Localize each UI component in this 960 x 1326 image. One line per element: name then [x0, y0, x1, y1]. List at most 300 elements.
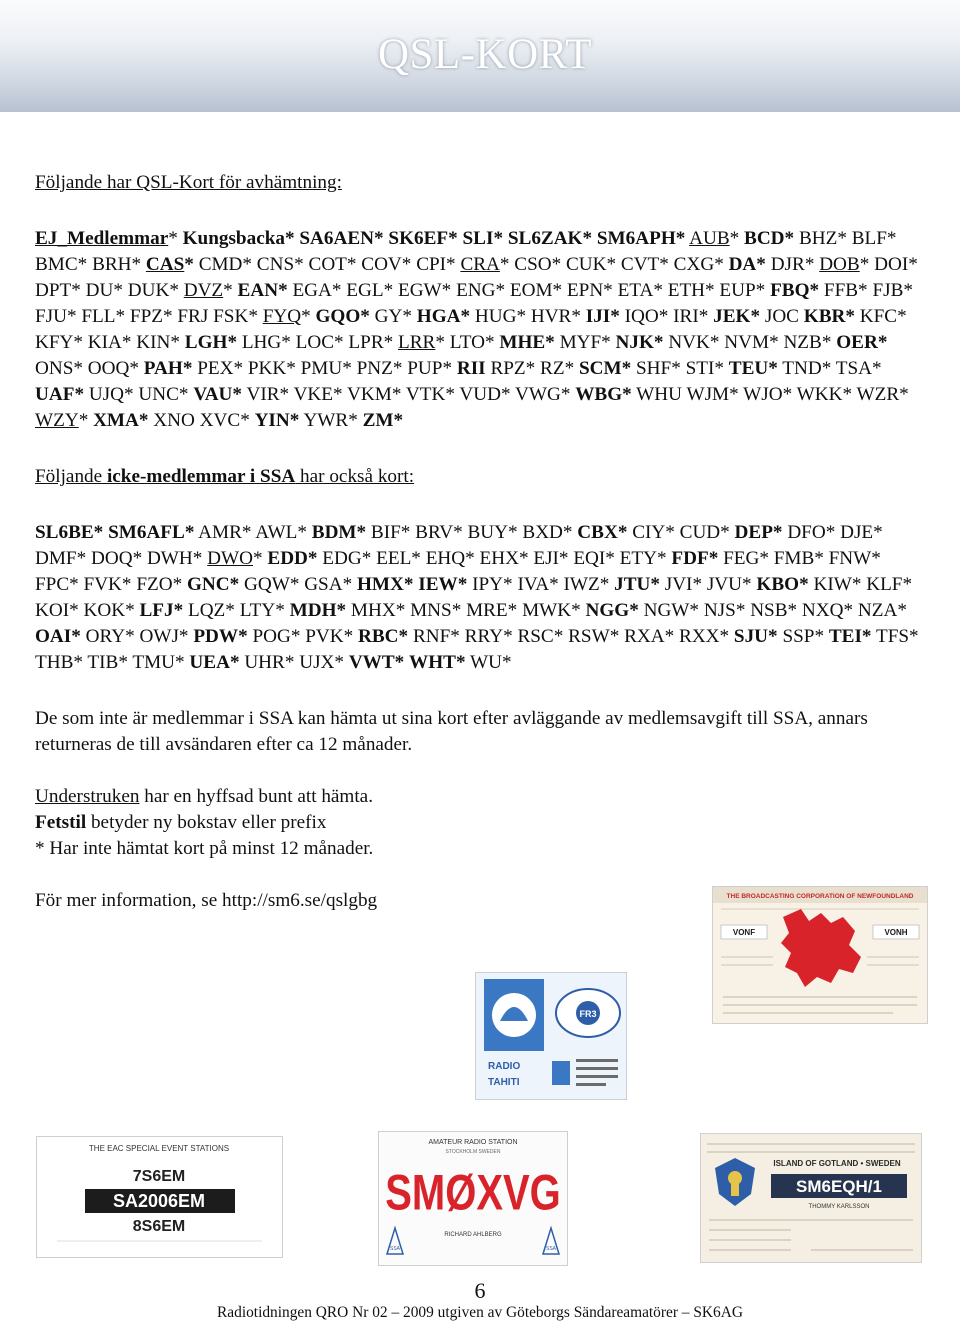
- member-callsign: NZB: [783, 332, 822, 353]
- nonmember-call: KIW*: [813, 574, 862, 595]
- nonmember-callsign: RNF: [412, 626, 451, 647]
- nonmember-callsign: CIY: [632, 522, 666, 543]
- member-call: SK6EF*: [388, 228, 458, 249]
- nonmember-callsign: CBX: [577, 522, 618, 543]
- tahiti-card-art: [476, 973, 626, 1099]
- nonmember-call: NZA*: [857, 600, 907, 621]
- member-call: NVK*: [668, 332, 720, 353]
- nonmember-callsign: RXA: [624, 626, 665, 647]
- member-callsign: VUD: [459, 384, 501, 405]
- member-call: ONS*: [35, 358, 83, 379]
- nonmember-callsign: FDF: [671, 548, 709, 569]
- member-call: [636, 384, 682, 405]
- nonmember-call: MRE*: [466, 600, 518, 621]
- nonmember-call: MDH*: [289, 600, 347, 621]
- nonmember-callsign: SJU: [733, 626, 769, 647]
- member-callsign: SHF: [636, 358, 672, 379]
- member-callsign: DVZ: [183, 280, 224, 301]
- nonmember-call: JTU*: [614, 574, 660, 595]
- nonmember-call: IWZ*: [563, 574, 610, 595]
- member-callsign: CXG: [673, 254, 715, 275]
- nonmember-callsign: NXQ: [801, 600, 844, 621]
- member-call: LGH*: [184, 332, 238, 353]
- nonmember-call: KOK*: [83, 600, 135, 621]
- nonmember-call: EEL*: [376, 548, 421, 569]
- nonmember-callsign: VWT: [348, 652, 395, 673]
- nonmember-callsign: DJE: [840, 522, 874, 543]
- member-call: VIR*: [246, 384, 290, 405]
- member-callsign: OER: [836, 332, 878, 353]
- nonmember-callsign: JVI: [664, 574, 693, 595]
- nonmember-call: KOI*: [35, 600, 79, 621]
- member-callsign: SL6ZAK: [507, 228, 583, 249]
- nonmember-callsign: RSC: [517, 626, 554, 647]
- member-call: VTK*: [405, 384, 455, 405]
- member-call: VKM*: [347, 384, 402, 405]
- nonmember-call: THB*: [35, 652, 83, 673]
- member-call: KFY*: [35, 332, 83, 353]
- member-call: CXG*: [673, 254, 724, 275]
- member-callsign: LPR: [348, 332, 384, 353]
- member-call: SCM*: [578, 358, 632, 379]
- nonmember-call: RRY*: [464, 626, 513, 647]
- member-callsign: KFY: [35, 332, 74, 353]
- member-callsign: CPI: [416, 254, 447, 275]
- member-call: NJK*: [615, 332, 664, 353]
- nonmember-call: MHX*: [350, 600, 406, 621]
- nonmember-call: BIF*: [370, 522, 411, 543]
- member-callsign: CVT: [620, 254, 660, 275]
- member-callsign: CMD: [198, 254, 243, 275]
- nonmember-call: DEP*: [734, 522, 783, 543]
- nonmember-call: NGG*: [585, 600, 639, 621]
- nonmember-call: JVI*: [664, 574, 703, 595]
- nonmember-callsign: LFJ: [139, 600, 174, 621]
- nonmember-callsign: TMU: [132, 652, 176, 673]
- member-callsign: HVR: [530, 306, 572, 327]
- member-callsign: DOI: [874, 254, 909, 275]
- member-call: WJO*: [743, 384, 793, 405]
- nonmember-callsign: LQZ: [187, 600, 226, 621]
- newfoundland-left-call: VONF: [732, 928, 756, 937]
- nonmember-call: SSP*: [782, 626, 825, 647]
- sm0xvg-sub: STOCKHOLM SWEDEN: [445, 1149, 501, 1155]
- member-callsign: VTK: [405, 384, 446, 405]
- nonmember-callsign: NZA: [857, 600, 898, 621]
- member-callsign: ETA: [617, 280, 654, 301]
- member-call: FSK*: [213, 306, 258, 327]
- member-callsign: OOQ: [87, 358, 130, 379]
- member-callsign: FBQ: [770, 280, 810, 301]
- member-call: FJB*: [872, 280, 913, 301]
- member-call: CSO*: [514, 254, 562, 275]
- nonmember-call: EQI*: [573, 548, 615, 569]
- member-callsign: FJB: [872, 280, 904, 301]
- member-call: FFB*: [823, 280, 868, 301]
- nonmember-callsign: RRY: [464, 626, 504, 647]
- nonmember-callsign: PDW: [193, 626, 239, 647]
- tahiti-badge: FR3: [579, 1009, 597, 1019]
- member-call: EGW*: [397, 280, 452, 301]
- nonmember-callsign: PVK: [305, 626, 344, 647]
- nonmember-call: BDM*: [311, 522, 367, 543]
- member-callsign: EPN: [566, 280, 604, 301]
- nonmember-callsign: THB: [35, 652, 74, 673]
- nonmember-callsign: NGG: [585, 600, 630, 621]
- member-call: TSA*: [835, 358, 882, 379]
- nonmember-callsign: TFS: [875, 626, 910, 647]
- nonmember-callsign: TIB: [87, 652, 119, 673]
- nonmember-callsign: WHT: [409, 652, 456, 673]
- nonmember-callsign: IWZ: [563, 574, 600, 595]
- member-callsign: WKK: [796, 384, 843, 405]
- member-call: DUK*: [127, 280, 179, 301]
- member-call: EGA*: [292, 280, 342, 301]
- nonmember-callsign: EHQ: [425, 548, 466, 569]
- member-callsign: RII: [456, 358, 486, 379]
- sm0xvg-header: AMATEUR RADIO STATION: [428, 1139, 518, 1146]
- nonmember-call-list: [35, 520, 925, 676]
- eac-call3: 8S6EM: [132, 1218, 186, 1235]
- nonmember-call: FNW*: [828, 548, 881, 569]
- newfoundland-title: THE BROADCASTING CORPORATION OF NEWFOUNDLAND: [726, 893, 914, 900]
- nonmember-call: DWO*: [207, 548, 263, 569]
- nonmember-call: UEA*: [189, 652, 240, 673]
- nonmember-callsign: BRV: [415, 522, 454, 543]
- member-call: CPI*: [416, 254, 456, 275]
- member-call: LRR*: [398, 332, 445, 353]
- nonmember-callsign: SSP: [782, 626, 815, 647]
- member-callsign: EGL: [346, 280, 384, 301]
- nonmember-call: SL6BE*: [35, 522, 104, 543]
- member-callsign: XMA: [93, 410, 139, 431]
- eac-card-art: [37, 1137, 282, 1257]
- nonmember-call: FPC*: [35, 574, 79, 595]
- member-call: IJI*: [585, 306, 620, 327]
- nonmember-call: NSB*: [750, 600, 798, 621]
- tahiti-line1: RADIO: [488, 1061, 521, 1072]
- member-call: VKE*: [293, 384, 343, 405]
- nonmember-callsign: KIW: [813, 574, 852, 595]
- member-callsign: IRI: [673, 306, 699, 327]
- main-content: [35, 170, 925, 914]
- member-callsign: WJO: [743, 384, 783, 405]
- nonmember-callsign: BIF: [370, 522, 401, 543]
- nonmember-callsign: AMR: [198, 522, 242, 543]
- member-call: BHZ*: [798, 228, 847, 249]
- member-call: BCD*: [744, 228, 795, 249]
- nonmember-call: IPY*: [472, 574, 513, 595]
- member-call: CAS*: [145, 254, 194, 275]
- member-callsign: BMC: [35, 254, 78, 275]
- member-call: JEK*: [713, 306, 761, 327]
- gotland-name: THOMMY KARLSSON: [808, 1204, 870, 1210]
- member-callsign: KIN: [136, 332, 171, 353]
- member-call: OOQ*: [87, 358, 139, 379]
- nonmember-call: DMF*: [35, 548, 87, 569]
- member-callsign: WBG: [575, 384, 623, 405]
- member-callsign: CNS: [256, 254, 295, 275]
- nonmember-call: BUY*: [467, 522, 518, 543]
- nonmember-call: FZO*: [136, 574, 183, 595]
- member-callsign: IJI: [585, 306, 611, 327]
- nonmember-callsign: DWH: [146, 548, 193, 569]
- member-call: IRI*: [673, 306, 709, 327]
- member-call: HGA*: [416, 306, 471, 327]
- member-call: RPZ*: [490, 358, 536, 379]
- member-call: [153, 410, 195, 431]
- member-call: NVM*: [724, 332, 779, 353]
- nonmember-call: SM6AFL*: [108, 522, 195, 543]
- nonmember-call: LFJ*: [139, 600, 184, 621]
- more-info: För mer information, se http://sm6.se/qslgbg: [35, 890, 378, 911]
- nonmember-callsign: BDM: [311, 522, 357, 543]
- member-call: XMA*: [93, 410, 149, 431]
- newfoundland-card-art: [713, 887, 927, 1023]
- nonmember-call: AWL*: [255, 522, 307, 543]
- member-call: CRA*: [460, 254, 510, 275]
- notice-paragraph: De som inte är medlemmar i SSA kan hämta ut sina kort efter avläggande av medlemsavgift till SSA, annars returneras de till avsändaren efter ca 12 månader.: [35, 708, 868, 755]
- member-call: CUK*: [566, 254, 617, 275]
- member-call: NZB*: [783, 332, 832, 353]
- gotland-header: ISLAND OF GOTLAND • SWEDEN: [773, 1159, 901, 1168]
- member-call: VUD*: [459, 384, 511, 405]
- member-call: [765, 306, 799, 327]
- member-callsign: SLI: [462, 228, 494, 249]
- nonmember-callsign: KLF: [866, 574, 903, 595]
- member-call: BRH*: [92, 254, 142, 275]
- nonmember-call: CIY*: [632, 522, 675, 543]
- legend-underline-rest: har en hyffsad bunt att hämta.: [139, 786, 373, 807]
- nonmember-call: POG*: [252, 626, 301, 647]
- member-call: SLI*: [462, 228, 504, 249]
- nonmember-callsign: TEI: [828, 626, 862, 647]
- nonmember-callsign: EDD: [267, 548, 308, 569]
- nonmember-callsign: NJS: [703, 600, 736, 621]
- member-call: OER*: [836, 332, 888, 353]
- member-callsign: WZY: [35, 410, 79, 431]
- member-callsign: DJR: [770, 254, 805, 275]
- member-callsign: XNO: [153, 410, 195, 431]
- member-callsign: UNC: [138, 384, 179, 405]
- member-call: EUP*: [719, 280, 766, 301]
- nonmember-callsign: FVK: [83, 574, 122, 595]
- member-call: SA6AEN*: [299, 228, 384, 249]
- member-call: WKK*: [796, 384, 853, 405]
- nonmember-call: WHT*: [409, 652, 466, 673]
- legend-star: * Har inte hämtat kort på minst 12 månader.: [35, 838, 374, 859]
- nonmember-call: OWJ*: [139, 626, 189, 647]
- title-banner: [0, 0, 960, 112]
- member-call: TND*: [782, 358, 832, 379]
- nonmember-callsign: KOK: [83, 600, 126, 621]
- member-call: UAF*: [35, 384, 85, 405]
- member-callsign: BHZ: [798, 228, 838, 249]
- member-call: CNS*: [256, 254, 304, 275]
- member-call: SL6ZAK*: [507, 228, 593, 249]
- nonmember-callsign: OWJ: [139, 626, 179, 647]
- nonmember-callsign: CUD: [679, 522, 721, 543]
- gotland-card-art: [701, 1134, 921, 1262]
- nonmember-call: IEW*: [418, 574, 468, 595]
- nonmember-callsign: JVU: [706, 574, 743, 595]
- nonmember-callsign: SM6AFL: [108, 522, 185, 543]
- sm0xvg-call: SMØXVG: [385, 1164, 561, 1221]
- nonmember-call: GQW*: [243, 574, 300, 595]
- page-footer: Radiotidningen QRO Nr 02 – 2009 utgiven av Göteborgs Sändareamatörer – SK6AG: [217, 1304, 743, 1321]
- member-callsign: DPT: [35, 280, 72, 301]
- nonmember-call: LQZ*: [187, 600, 235, 621]
- member-callsign: DUK: [127, 280, 170, 301]
- member-callsign: TSA: [835, 358, 872, 379]
- member-callsign: PEX: [197, 358, 234, 379]
- member-callsign: FYQ: [262, 306, 302, 327]
- nonmember-call: AMR*: [198, 522, 252, 543]
- nonmember-call: FVK*: [83, 574, 132, 595]
- member-call: KIA*: [87, 332, 132, 353]
- nonmember-call: MWK*: [522, 600, 581, 621]
- member-callsign: NVK: [668, 332, 710, 353]
- member-callsign: FJU: [35, 306, 67, 327]
- nonmember-callsign: BUY: [467, 522, 508, 543]
- member-call: CVT*: [620, 254, 669, 275]
- nonmember-call: NJS*: [703, 600, 746, 621]
- nonmember-callsign: EQI: [573, 548, 606, 569]
- member-callsign: CUK: [566, 254, 607, 275]
- member-callsign: ZM: [362, 410, 394, 431]
- nonmember-callsign: EJI: [533, 548, 559, 569]
- member-call: VAU*: [193, 384, 243, 405]
- member-call: KIN*: [136, 332, 180, 353]
- nonmembers-heading-bold: icke-medlemmar i SSA: [106, 466, 296, 487]
- nonmember-call: WU*: [470, 652, 512, 673]
- member-callsign: YIN: [254, 410, 290, 431]
- newfoundland-map-shape: [781, 909, 861, 987]
- member-callsign: CRA: [460, 254, 500, 275]
- nonmember-call: DFO*: [787, 522, 836, 543]
- nonmember-call: EDG*: [322, 548, 372, 569]
- member-callsign: CAS: [145, 254, 185, 275]
- member-callsign: YWR: [303, 410, 349, 431]
- qsl-card-gotland: [700, 1133, 922, 1263]
- member-call: EAN*: [237, 280, 288, 301]
- nonmember-callsign: UEA: [189, 652, 230, 673]
- member-call: MYF*: [559, 332, 611, 353]
- nonmember-call: TEI*: [828, 626, 872, 647]
- member-callsign: TND: [782, 358, 822, 379]
- member-call: EGL*: [346, 280, 394, 301]
- qsl-card-sm0xvg: [378, 1131, 568, 1266]
- nonmember-call: GNC*: [186, 574, 240, 595]
- nonmember-call: FMB*: [773, 548, 824, 569]
- nonmember-call: CBX*: [577, 522, 628, 543]
- nonmember-call: TIB*: [87, 652, 128, 673]
- nonmember-call: LTY*: [239, 600, 285, 621]
- nonmember-callsign: DOQ: [90, 548, 133, 569]
- member-call: DPT*: [35, 280, 81, 301]
- nonmember-call: KLF*: [866, 574, 913, 595]
- member-call: EOM*: [509, 280, 563, 301]
- qsl-card-newfoundland: [712, 886, 928, 1024]
- nonmember-call: NXQ*: [801, 600, 854, 621]
- nonmember-callsign: MHX: [350, 600, 396, 621]
- member-callsign: UJQ: [88, 384, 125, 405]
- nonmember-call: RXX*: [679, 626, 730, 647]
- nonmember-call: ORY*: [85, 626, 135, 647]
- legend-bold-rest: betyder ny bokstav eller prefix: [86, 812, 327, 833]
- member-call: [457, 358, 486, 379]
- nonmember-callsign: DWO: [207, 548, 253, 569]
- intro-heading: Följande har QSL-Kort för avhämtning:: [35, 172, 342, 193]
- nonmember-callsign: ORY: [85, 626, 126, 647]
- nonmember-callsign: MNS: [410, 600, 452, 621]
- member-callsign: LOC: [295, 332, 335, 353]
- nonmember-callsign: HMX: [356, 574, 404, 595]
- nonmember-callsign: JTU: [614, 574, 651, 595]
- member-callsign: EUP: [719, 280, 756, 301]
- member-callsign: WHU: [636, 384, 682, 405]
- nonmember-callsign: SL6BE: [35, 522, 94, 543]
- member-callsign: HUG: [474, 306, 517, 327]
- nonmember-callsign: IVA: [517, 574, 550, 595]
- nonmember-call: EDD*: [267, 548, 318, 569]
- nonmember-callsign: GSA: [304, 574, 343, 595]
- nonmember-callsign: OAI: [35, 626, 72, 647]
- nonmember-call: MNS*: [410, 600, 462, 621]
- page-number: 6: [474, 1278, 486, 1303]
- nonmember-call: SJU*: [733, 626, 778, 647]
- member-call: LHG*: [241, 332, 291, 353]
- member-call: XVC*: [199, 410, 250, 431]
- nonmember-callsign: MRE: [466, 600, 508, 621]
- member-call: STI*: [685, 358, 724, 379]
- member-call: DOI*: [874, 254, 918, 275]
- nonmember-callsign: NSB: [750, 600, 788, 621]
- member-callsign: PUP: [407, 358, 443, 379]
- nonmember-callsign: RBC: [358, 626, 399, 647]
- member-call-list: EJ_Medlemmar* Kungsbacka* SA6AEN* SK6EF* SLI* SL6ZAK* SM6APH* AUB* BCD* BHZ* BLF* BMC* BRH* CAS* CMD* CNS* COT* COV* CPI* CRA* CSO* CUK* CVT* CXG* DA* DJR* DOB* DOI* DPT* DU* DUK* DVZ* EAN* EGA* EGL* EGW* ENG* EOM* EPN* ETA* ETH* EUP* FBQ* FFB* FJB* FJU* FLL* FPZ* FRJ FSK* FYQ* GQO* GY* HGA* HUG* HVR* IJI* IQO* IRI* JEK* JOC KBR* KFC* KFY* KIA* KIN* LGH* LHG* LOC* LPR* LRR* LTO* MHE* MYF* NJK* NVK* NVM* NZB* OER* ONS* OOQ* PAH* PEX* PKK* PMU* PNZ* PUP* RII RPZ* RZ* SCM* SHF* STI* TEU* TND* TSA* UAF* UJQ* UNC* VAU* VIR* VKE* VKM* VTK* VUD* VWG* WBG* WHU WJM* WJO* WKK* WZR* WZY* XMA* XNO XVC* YIN* YWR* ZM*: [35, 228, 918, 431]
- legend: [35, 784, 925, 862]
- nonmember-call: RSC*: [517, 626, 564, 647]
- member-callsign: ONS: [35, 358, 74, 379]
- member-callsign: JOC: [764, 306, 799, 327]
- member-callsign: DU: [85, 280, 114, 301]
- member-callsign: SA6AEN: [299, 228, 375, 249]
- nonmembers-heading-post: har också kort:: [295, 466, 415, 487]
- nonmember-call: RXA*: [624, 626, 675, 647]
- page-title: QSL-KORT: [377, 31, 592, 78]
- member-callsign: FPZ: [129, 306, 163, 327]
- member-callsign: HGA: [416, 306, 461, 327]
- nonmember-call: DJE*: [840, 522, 883, 543]
- nonmember-call: CUD*: [679, 522, 730, 543]
- nonmember-callsign: IPY: [472, 574, 504, 595]
- member-call: FLL*: [81, 306, 126, 327]
- member-call: FJU*: [35, 306, 77, 327]
- nonmembers-heading: [35, 464, 925, 490]
- member-call: KBR*: [803, 306, 855, 327]
- nonmember-call: RBC*: [358, 626, 409, 647]
- nonmember-call: EHQ*: [425, 548, 475, 569]
- member-callsign: LTO: [449, 332, 485, 353]
- member-call: FPZ*: [129, 306, 173, 327]
- member-call: RZ*: [540, 358, 575, 379]
- nonmember-callsign: WU: [470, 652, 502, 673]
- nonmember-callsign: EEL: [376, 548, 412, 569]
- member-call: MHE*: [499, 332, 555, 353]
- nonmember-call: GSA*: [304, 574, 353, 595]
- member-callsign: BLF: [851, 228, 887, 249]
